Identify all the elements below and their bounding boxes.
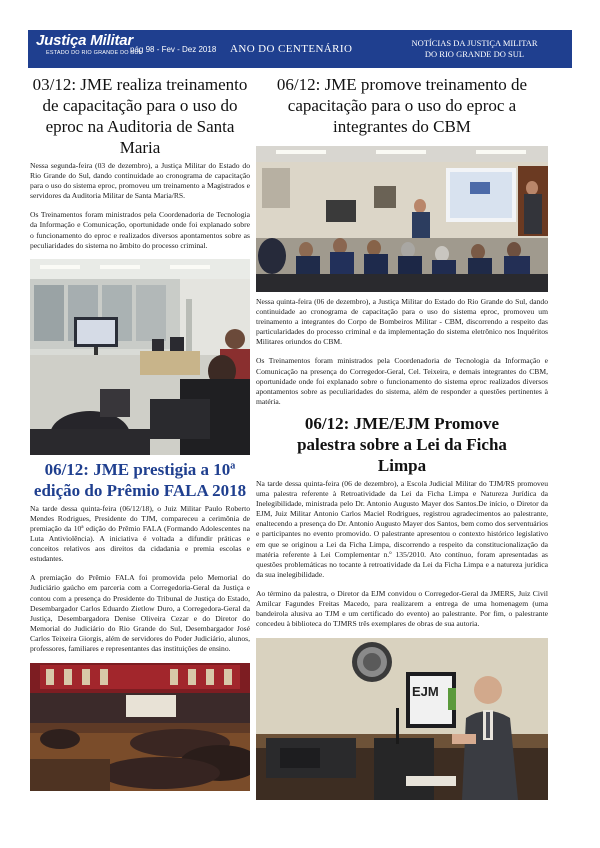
- article2-paragraph2: A premiação do Prêmio FALA foi promovida pelo Memorial do Judiciário gaúcho em parceria com a Corregedoria-Geral da Justiça e contou com a presença do Presidente do Tribunal de Justiça do Estado, Desembargador Carlos Eduardo Zietlow Duro, a Corregedora-Geral da Justiça, Desembargadora Denise Oliveira Cezar e do Diretor do Memorial do Judiciário do Rio Grande do Sul, Desembargador José Carlos Teixeira Giorgis, além de servidores do Poder Judiciário, alunos, professores, familiares e representantes das instituições de ensino.: [30, 573, 250, 653]
- article1-paragraph2: Os Treinamentos foram ministrados pela Coordenadoria de Tecnologia da Informação e Comunicação, oportunidade onde foi explanado sobre o funcionamento do eproc e realizados diversos apontamentos sobre as peculiaridades do sistema no âmbito do processo criminal.: [30, 210, 250, 250]
- logo-title: Justiça Militar: [36, 32, 134, 49]
- article4-paragraph2: Ao término da palestra, o Diretor da EJM convidou o Corregedor-Geral da JMERS, Juiz Civil Amilcar Fagundes Freitas Macedo, para realizarem a entrega de uma homenagem (uma bandeirola alusiva ao TJM e um certificado do evento) ao palestrante. Por fim, o palestrante concedeu à biblioteca do TJMRS três exemplares de obras de sua autoria.: [256, 588, 548, 629]
- article3-paragraph1: Nessa quinta-feira (06 de dezembro), a Justiça Militar do Estado do Rio Grande do Sul, dando continuidade ao cronograma de capacitação para o uso do sistema eproc, promoveu um treinamento a integrantes do Corpo de Bombeiros Militar - CBM, discorrendo a respeito das particularidades do processo criminal e da implementação do sistema eletrônico nos Inquéritos Militares oriundos do CBM.: [256, 297, 548, 347]
- article4-photo: [256, 638, 548, 800]
- logo: [28, 30, 142, 68]
- article2-paragraph1: Na tarde dessa quinta-feira (06/12/18), o Juiz Militar Paulo Roberto Mendes Rodrigues, Presidente do TJM, compareceu a cerimônia de premiação da 10ª edição do Prêmio FALA (Formando Adolescentes na Luta Antiviolência). A iniciativa é voltada a difundir práticas e conceitos relativos aos direitos da cidadania e premia escolas e estudantes.: [30, 503, 250, 564]
- article1-paragraph1: Nessa segunda-feira (03 de dezembro), a Justiça Militar do Estado do Rio Grande do Sul, dando continuidade ao cronograma de capacitação para o uso do sistema eproc, promoveu um treinamento a Magistrados e servidores da Auditoria Militar de Santa Maria/RS.: [30, 161, 250, 201]
- article3-paragraph2: Os Treinamentos foram ministrados pela Coordenadoria de Tecnologia da Informação e Comunicação na presença do Corregedor-Geral, Cel. Teixeira, e demais integrantes do CBM, oportunidade onde foi explanado sobre o funcionamento do sistema eproc realizados diversos apontamentos sobre as peculiaridades do sistema, além de responder a questões pertinentes à matéria.: [256, 356, 548, 406]
- section-title-line1: NOTÍCIAS DA JUSTIÇA MILITAR: [411, 38, 538, 48]
- article1-title: 03/12: JME realiza treinamento de capacitação para o uso do eproc na Auditoria de Santa Maria: [32, 75, 248, 157]
- article1-photo: [30, 259, 250, 455]
- article4-paragraph1: Na tarde dessa quinta-feira (06 de dezembro), a Escola Judicial Militar do TJM/RS promoveu uma palestra referente à Retroatividade da Lei da Ficha Limpa e Natureza Jurídica da Inelegibilidade, ministrada pelo Dr. Antonio Augusto Mayer dos Santos.De início, o Diretor da EJM, Juiz Militar Antonio Carlos Maciel Rodrigues, registrou agradecimentos ao palestrante, enaltecendo a presença do Dr. Antonio Augusto Mayer dos Santos, bem como dos serventuários e participantes no evento promovido. O palestrante apresentou o contexto histórico legislativo em que se originou a Lei da Ficha Limpa, discorrendo a respeito da constitucionalização da matéria referente à Lei Complementar n.º 135/2010. Ato contínuo, foram apresentadas as questões problemáticas no tocante à retroatividade da Lei da Ficha Limpa e a natureza jurídica da sua inelegibilidade.: [256, 478, 548, 579]
- centenary-label: ANO DO CENTENÁRIO: [230, 43, 353, 55]
- left-column: [30, 74, 250, 791]
- article4-title: 06/12: JME/EJM Promove palestra sobre a Lei da Ficha Limpa: [297, 413, 507, 475]
- cbm-training-image: [256, 146, 548, 292]
- logo-subtitle: ESTADO DO RIO GRANDE DO SUL: [46, 50, 142, 56]
- issue-info: pág 98 - Fev - Dez 2018: [130, 44, 217, 54]
- right-column: [256, 74, 548, 800]
- article3-title: 06/12: JME promove treinamento de capacitação para o uso do eproc a integrantes do CBM: [276, 75, 528, 136]
- training-room-image: [30, 259, 250, 455]
- section-title-line2: DO RIO GRANDE DO SUL: [424, 49, 525, 59]
- auditorium-image: [30, 663, 250, 791]
- section-title: [381, 38, 572, 60]
- article2-photo: [30, 663, 250, 791]
- article3-photo: [256, 146, 548, 292]
- article2-title: 06/12: JME prestigia a 10ª edição do Prêmio FALA 2018: [33, 459, 247, 500]
- ejm-sign-text: EJM: [412, 684, 439, 700]
- lecture-image: [256, 638, 548, 800]
- page-header: [28, 30, 572, 68]
